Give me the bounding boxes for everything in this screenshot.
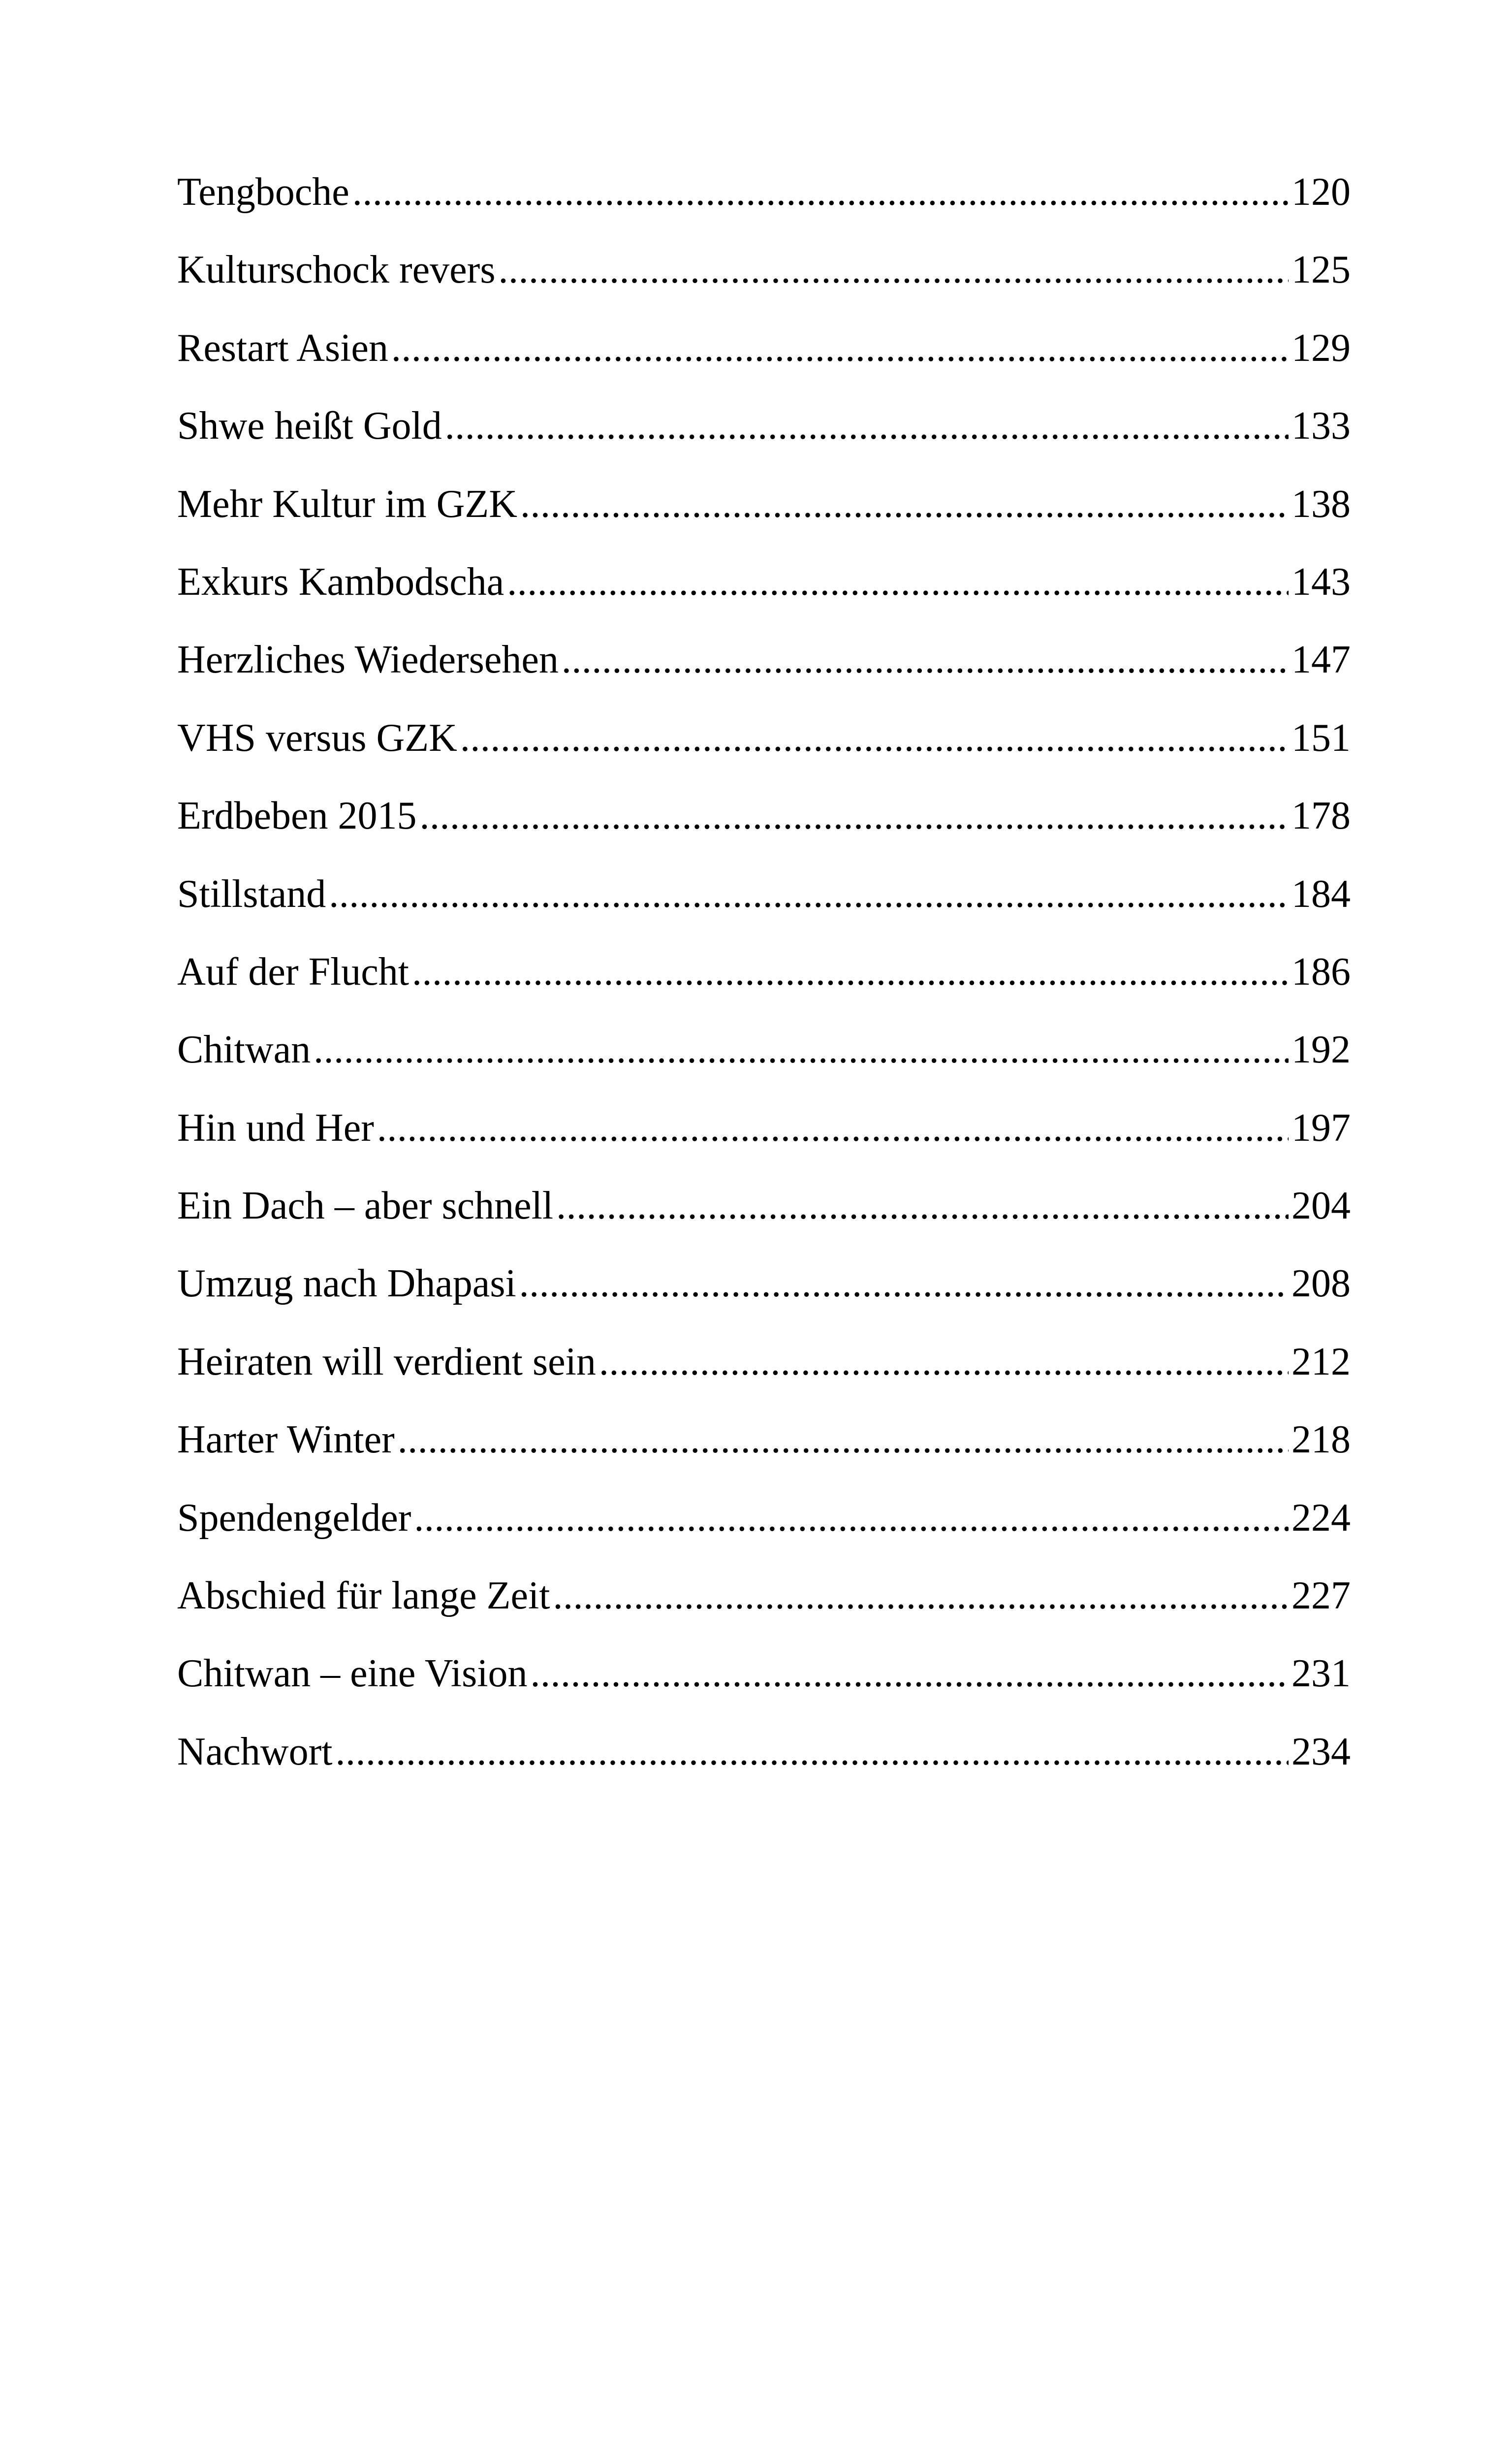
toc-entry <box>177 952 1351 1030</box>
toc-leader-dots <box>507 562 1289 602</box>
toc-entry-title: Hin und Her <box>177 1106 374 1150</box>
toc-entry-title: Tengboche <box>177 170 349 214</box>
table-of-contents <box>177 172 1351 1810</box>
toc-entry-page: 192 <box>1292 1028 1351 1072</box>
toc-entry <box>177 874 1351 952</box>
toc-entry-title: Stillstand <box>177 872 326 916</box>
toc-entry-title: Abschied für lange Zeit <box>177 1574 550 1618</box>
toc-leader-dots <box>445 406 1289 446</box>
toc-leader-dots <box>599 1342 1289 1382</box>
toc-entry-page: 231 <box>1292 1652 1351 1696</box>
toc-entry-title: Chitwan – eine Vision <box>177 1652 528 1696</box>
toc-entry-page: 178 <box>1292 794 1351 838</box>
toc-entry <box>177 796 1351 874</box>
toc-entry-title: Heiraten will verdient sein <box>177 1340 596 1383</box>
toc-leader-dots <box>377 1108 1289 1148</box>
toc-entry-page: 234 <box>1292 1730 1351 1773</box>
toc-entry-title: Mehr Kultur im GZK <box>177 482 518 526</box>
toc-entry <box>177 250 1351 328</box>
toc-entry <box>177 484 1351 562</box>
toc-entry-page: 143 <box>1292 560 1351 604</box>
toc-entry-title: Spendengelder <box>177 1496 411 1540</box>
toc-entry <box>177 1498 1351 1576</box>
toc-entry-page: 184 <box>1292 872 1351 916</box>
toc-entry-page: 147 <box>1292 638 1351 682</box>
toc-entry-title: Kulturschock revers <box>177 248 496 292</box>
toc-leader-dots <box>391 328 1289 368</box>
toc-leader-dots <box>520 484 1289 524</box>
toc-entry <box>177 1186 1351 1264</box>
toc-leader-dots <box>352 172 1289 212</box>
toc-entry-title: Auf der Flucht <box>177 950 410 994</box>
toc-entry-title: Erdbeben 2015 <box>177 794 417 838</box>
toc-leader-dots <box>329 874 1289 914</box>
toc-entry <box>177 1420 1351 1498</box>
toc-entry-title: Herzliches Wiedersehen <box>177 638 559 682</box>
toc-leader-dots <box>335 1732 1289 1771</box>
toc-entry-title: Chitwan <box>177 1028 311 1072</box>
toc-entry <box>177 1576 1351 1654</box>
toc-leader-dots <box>519 1264 1289 1303</box>
toc-entry <box>177 1654 1351 1732</box>
toc-leader-dots <box>530 1654 1289 1693</box>
toc-entry-page: 125 <box>1292 248 1351 292</box>
toc-entry-page: 227 <box>1292 1574 1351 1618</box>
toc-entry-title: Ein Dach – aber schnell <box>177 1184 554 1228</box>
toc-leader-dots <box>420 796 1289 836</box>
toc-entry-title: Restart Asien <box>177 326 388 370</box>
toc-entry-title: Harter Winter <box>177 1418 395 1462</box>
toc-entry <box>177 406 1351 484</box>
toc-entry-page: 212 <box>1292 1340 1351 1383</box>
toc-leader-dots <box>498 250 1289 289</box>
toc-entry <box>177 640 1351 718</box>
toc-entry-title: Exkurs Kambodscha <box>177 560 504 604</box>
toc-entry <box>177 562 1351 640</box>
toc-leader-dots <box>412 952 1289 992</box>
toc-entry-title: Umzug nach Dhapasi <box>177 1262 516 1306</box>
toc-entry <box>177 718 1351 796</box>
toc-entry <box>177 1342 1351 1420</box>
toc-entry-title: VHS versus GZK <box>177 716 457 760</box>
toc-entry <box>177 328 1351 406</box>
toc-entry <box>177 1030 1351 1108</box>
toc-leader-dots <box>314 1030 1289 1069</box>
toc-entry-page: 120 <box>1292 170 1351 214</box>
toc-entry <box>177 1108 1351 1186</box>
toc-entry <box>177 172 1351 250</box>
toc-entry-title: Nachwort <box>177 1730 333 1773</box>
toc-entry-title: Shwe heißt Gold <box>177 404 442 448</box>
toc-leader-dots <box>553 1576 1289 1615</box>
toc-entry-page: 224 <box>1292 1496 1351 1540</box>
toc-entry-page: 204 <box>1292 1184 1351 1228</box>
toc-leader-dots <box>414 1498 1289 1538</box>
toc-entry-page: 151 <box>1292 716 1351 760</box>
toc-leader-dots <box>398 1420 1289 1459</box>
toc-entry-page: 129 <box>1292 326 1351 370</box>
toc-entry-page: 186 <box>1292 950 1351 994</box>
toc-entry-page: 133 <box>1292 404 1351 448</box>
toc-entry-page: 197 <box>1292 1106 1351 1150</box>
toc-leader-dots <box>460 718 1289 758</box>
toc-entry <box>177 1264 1351 1342</box>
toc-leader-dots <box>556 1186 1289 1225</box>
toc-entry-page: 218 <box>1292 1418 1351 1462</box>
toc-leader-dots <box>562 640 1289 679</box>
toc-entry-page: 208 <box>1292 1262 1351 1306</box>
toc-entry-page: 138 <box>1292 482 1351 526</box>
toc-entry <box>177 1732 1351 1810</box>
